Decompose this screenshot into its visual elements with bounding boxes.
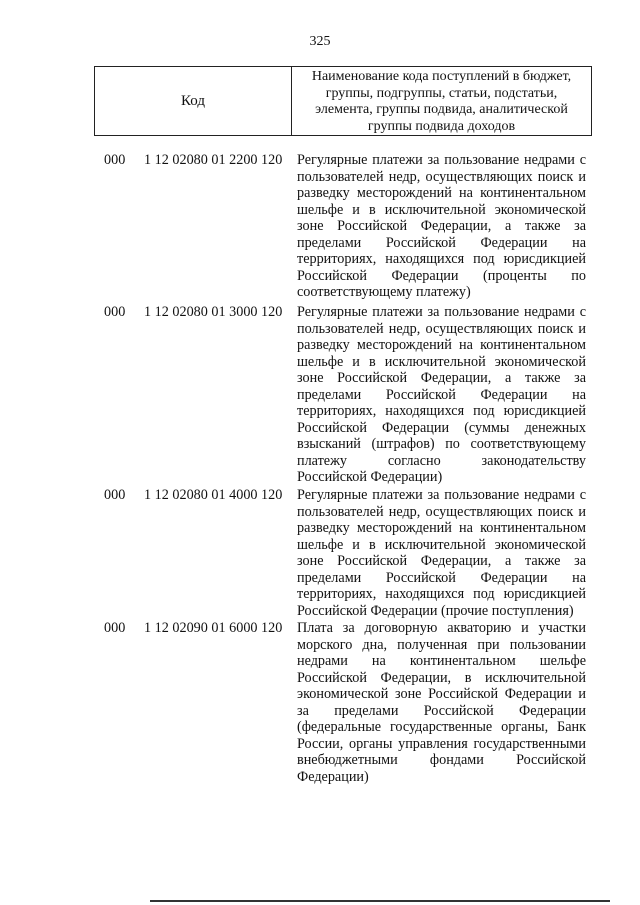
description-line: разведку месторождений на континентальном xyxy=(297,337,586,353)
revenue-code: 1 12 02080 01 4000 120 xyxy=(144,487,283,503)
header-name-line: элемента, группы подвида, аналитической xyxy=(315,102,568,117)
revenue-code: 1 12 02090 01 6000 120 xyxy=(144,620,283,636)
description-line: территориях, находящихся под юрисдикцией xyxy=(297,586,586,602)
description-line: Регулярные платежи за пользование недрами с xyxy=(297,487,586,503)
description-line: разведку месторождений на континентальном xyxy=(297,520,586,536)
description-line: пользователей недр, осуществляющих поиск и xyxy=(297,503,586,520)
description-line: пользователей недр, осуществляющих поиск и xyxy=(297,168,586,185)
description-line: шельфе и в исключительной экономической xyxy=(297,201,586,218)
description-line: территориях, находящихся под юрисдикцией xyxy=(297,403,586,419)
description-line: недрами на континентальном шельфе xyxy=(297,653,586,669)
description-line: взысканий (штрафов) по соответствующему xyxy=(297,436,586,452)
description-line: соответствующему платежу) xyxy=(297,284,471,300)
header-name-line: группы подвида доходов xyxy=(367,118,516,134)
description-line: Российской Федерации (проценты по xyxy=(297,267,586,284)
description-line: морского дна, полученная при пользовании xyxy=(297,636,586,653)
description-line: внебюджетными фондами Российской xyxy=(297,752,586,768)
description-line: зоне Российской Федерации, а также за xyxy=(297,553,586,569)
revenue-code: 1 12 02080 01 3000 120 xyxy=(144,304,283,320)
description-line: пользователей недр, осуществляющих поиск и xyxy=(297,320,586,337)
description-line: зоне Российской Федерации, а также за xyxy=(297,370,586,386)
description-line: Регулярные платежи за пользование недрами с xyxy=(297,152,586,168)
scan-edge-line xyxy=(150,900,610,902)
description-line: Регулярные платежи за пользование недрами с xyxy=(297,304,586,320)
revenue-description xyxy=(297,152,586,301)
header-name-line: Наименование кода поступлений в бюджет, xyxy=(311,69,572,84)
description-line: шельфе и в исключительной экономической xyxy=(297,536,586,553)
header-name-line: группы, подгруппы, статьи, подстатьи, xyxy=(325,85,558,101)
description-line: платежу согласно законодательству xyxy=(297,452,586,469)
description-line: пределами Российской Федерации на xyxy=(297,569,586,586)
description-line: территориях, находящихся под юрисдикцией xyxy=(297,251,586,267)
header-code-cell: Код xyxy=(95,67,292,135)
description-line: шельфе и в исключительной экономической xyxy=(297,353,586,370)
description-line: экономической зоне Российской Федерации и xyxy=(297,686,586,702)
description-line: Российской Федерации (суммы денежных xyxy=(297,419,586,436)
description-line: России, органы управления государственными xyxy=(297,735,586,752)
description-line: разведку месторождений на континентальном xyxy=(297,185,586,201)
revenue-description xyxy=(297,620,586,785)
description-line: за пределами Российской Федерации xyxy=(297,702,586,719)
revenue-description xyxy=(297,304,586,486)
revenue-description xyxy=(297,487,586,619)
description-line: Российской Федерации (прочие поступления) xyxy=(297,602,574,619)
table-header xyxy=(94,66,592,136)
description-line: Российской Федерации, в исключительной xyxy=(297,669,586,686)
description-line: зоне Российской Федерации, а также за xyxy=(297,218,586,234)
admin-code: 000 xyxy=(104,152,126,168)
description-line: (федеральные государственные органы, Банк xyxy=(297,719,586,735)
header-name-cell xyxy=(292,67,591,135)
admin-code: 000 xyxy=(104,620,126,636)
admin-code: 000 xyxy=(104,304,126,320)
page-number: 325 xyxy=(309,34,331,49)
description-line: Федерации) xyxy=(297,768,369,785)
description-line: пределами Российской Федерации на xyxy=(297,234,586,251)
description-line: Плата за договорную акваторию и участки xyxy=(297,620,586,636)
description-line: Российской Федерации) xyxy=(297,469,443,485)
description-line: пределами Российской Федерации на xyxy=(297,386,586,403)
admin-code: 000 xyxy=(104,487,126,503)
revenue-code: 1 12 02080 01 2200 120 xyxy=(144,152,283,168)
